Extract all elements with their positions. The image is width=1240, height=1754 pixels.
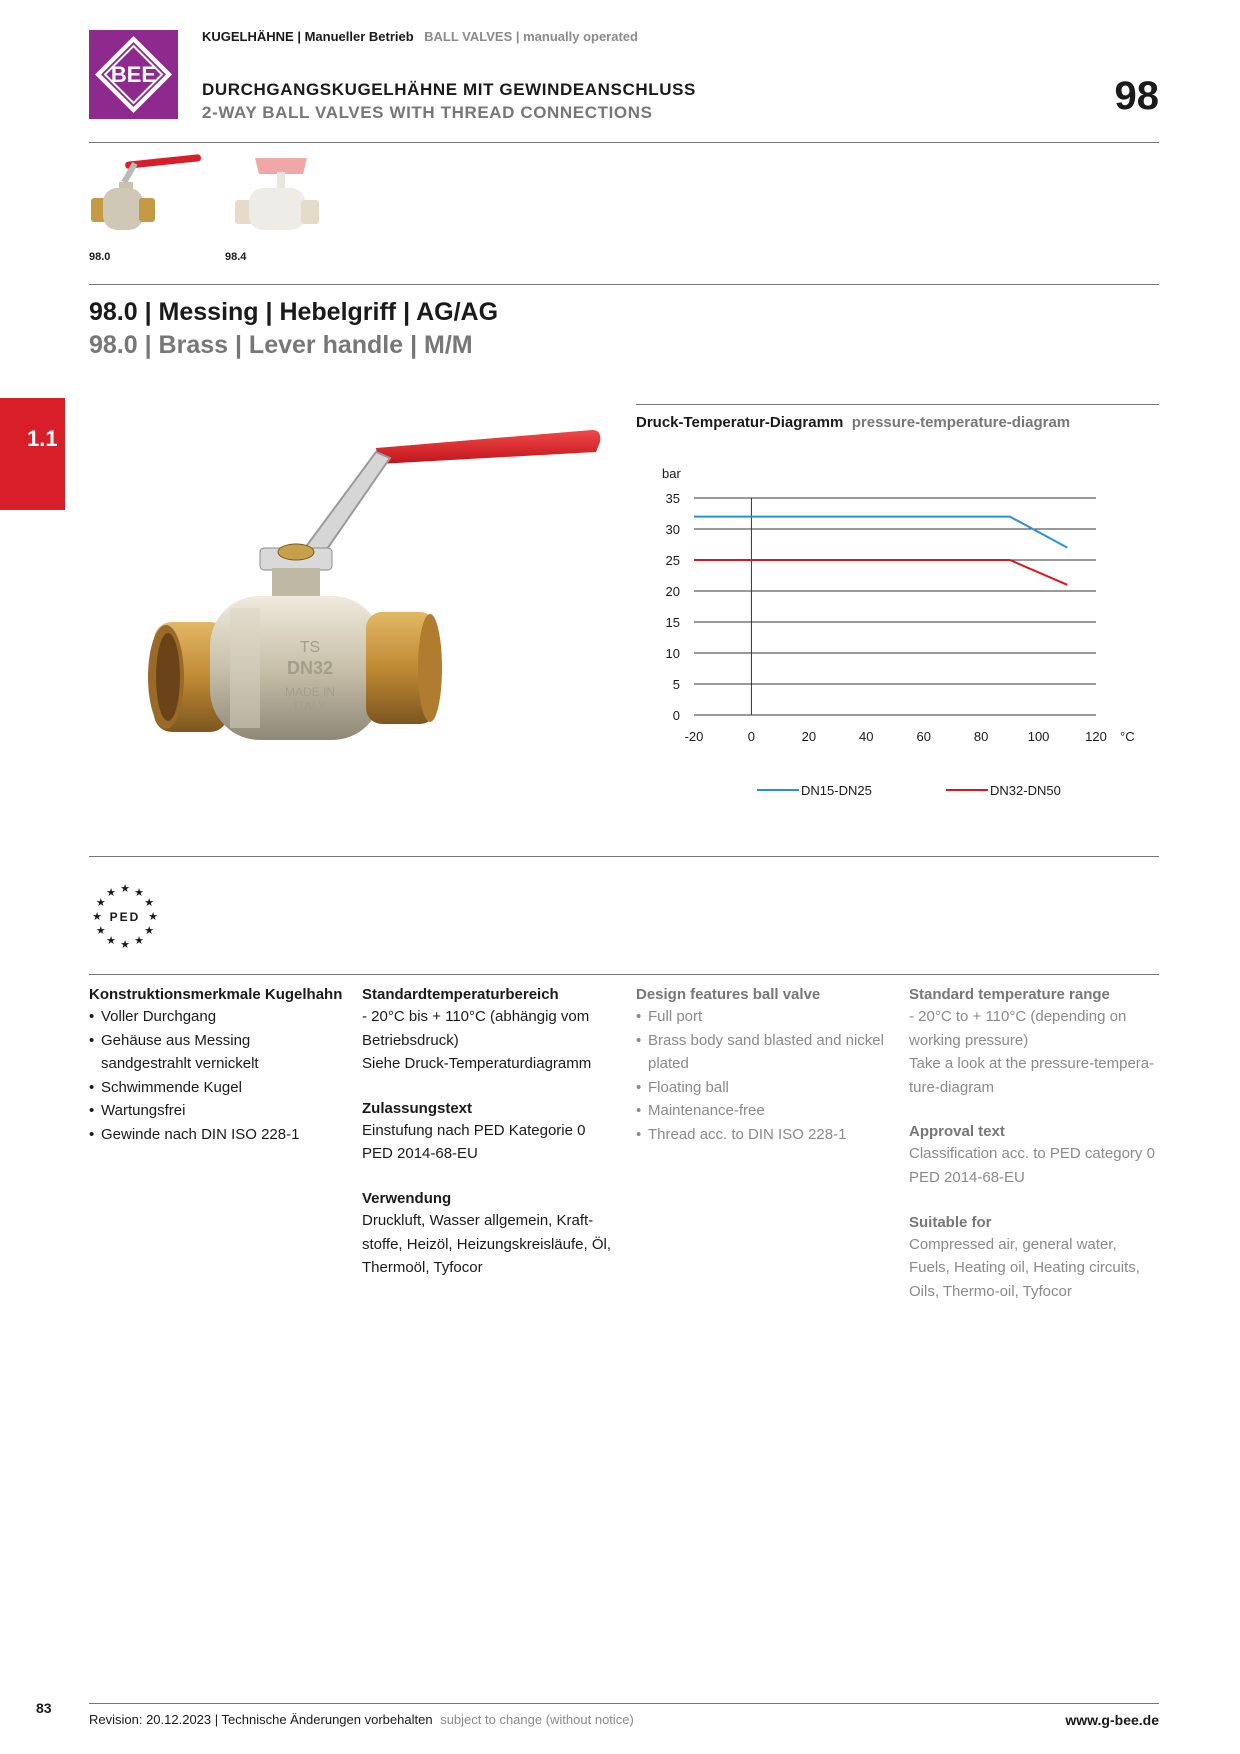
svg-text:DN32: DN32 [286,658,334,678]
temperature-text-en: - 20°C to + 110°C (depending on working pressure) [909,1008,1127,1049]
header-divider [89,142,1159,143]
diagram-title [636,414,1070,432]
thumbnail-divider [89,284,1159,285]
star-icon: ★ [148,911,158,923]
svg-text:MADE IN: MADE IN [284,685,336,699]
temperature-text-de: - 20°C bis + 110°C (abhängig vom Betriebsdruck) [362,1008,590,1049]
product-title-en: 98.0 | Brass | Lever handle | M/M [89,331,473,359]
diagram-title-de: Druck-Temperatur-Diagramm [636,414,844,431]
list-item: • Gewinde nach DIN ISO 228-1 [89,1123,344,1147]
category-en: BALL VALVES | manually operated [424,29,638,44]
star-icon: ★ [95,925,106,937]
bee-logo-icon [89,30,178,119]
star-icon: ★ [92,911,102,923]
features-list-en [636,1005,891,1147]
brand-logo [89,30,178,119]
features-divider [89,974,1159,975]
column-features-en [636,986,891,1147]
star-icon: ★ [144,925,155,937]
temperature-note-en: Take a look at the pressure-tempera-ture-diagram [909,1055,1155,1096]
temperature-heading-en: Standard temperature range [909,986,1110,1003]
column-specs-de [362,986,617,1280]
svg-text:ITALY: ITALY [294,699,326,713]
x-tick-label: 0 [747,729,756,744]
usage-text-en: Compressed air, general water, Fuels, Heating oil, Heating circuits, Oils, Thermo-oil, Tyfocor [909,1235,1140,1300]
x-tick-label: 120 [1085,729,1107,744]
y-axis-label: bar [662,466,681,481]
legend-label: DN15-DN25 [801,783,872,798]
product-title-de: 98.0 | Messing | Hebelgriff | AG/AG [89,298,499,326]
series-line-2 [694,560,1067,585]
x-tick-label: 60 [916,729,931,744]
star-icon: ★ [106,935,116,948]
revision-en: subject to change (without notice) [440,1712,634,1727]
footer-revision [89,1712,634,1727]
approval-text-de: Einstufung nach PED Kategorie 0 PED 2014-68-EU [362,1121,586,1163]
approval-text-en: Classification acc. to PED category 0 PED 2014-68-EU [909,1145,1155,1186]
legend-label: DN32-DN50 [990,783,1061,798]
ped-stars-icon [89,880,161,952]
revision-de: Revision: 20.12.2023 | Technische Änderungen vorbehalten [89,1712,433,1727]
list-item: • Gehäuse aus Messing sandgestrahlt vernickelt [89,1029,344,1076]
product-image [140,412,610,742]
usage-text-de: Druckluft, Wasser allgemein, Kraft-stoffe, Heizöl, Heizungskreisläufe, Öl, Thermoöl, Tyfocor [362,1211,612,1277]
list-item: • Full port [636,1005,891,1029]
chart-svg [636,456,1159,806]
diagram-divider [636,404,1159,405]
list-item: • Schwimmende Kugel [89,1076,344,1100]
x-tick-label: 20 [801,729,817,744]
x-tick-label: 80 [973,729,989,744]
features-heading-de: Konstruktionsmerkmale Kugelhahn [89,986,343,1003]
approval-heading-de: Zulassungstext [362,1099,473,1117]
y-tick-label: 20 [665,584,680,599]
list-item: • Floating ball [636,1076,891,1100]
y-tick-label: 15 [665,615,680,630]
x-tick-label: -20 [684,729,704,744]
y-tick-label: 30 [665,522,680,537]
thumbnail-98-0[interactable] [89,152,204,240]
star-icon: ★ [134,935,144,948]
temperature-note-de: Siehe Druck-Temperaturdiagramm [362,1055,592,1073]
x-tick-label: 40 [859,729,874,744]
features-list-de [89,1005,344,1147]
column-specs-en [909,986,1159,1303]
star-icon: ★ [120,939,130,951]
x-axis-label: °C [1120,729,1135,744]
star-icon: ★ [106,886,116,899]
usage-heading-de: Verwendung [362,1189,452,1207]
section-tab[interactable] [0,398,65,510]
y-tick-label: 5 [672,677,680,692]
usage-heading-en: Suitable for [909,1213,992,1231]
ped-certification [89,880,161,952]
temperature-heading-de: Standardtemperaturbereich [362,986,559,1003]
y-tick-label: 10 [665,646,680,661]
column-features-de [89,986,344,1147]
diagram-title-en: pressure-temperature-diagram [851,414,1071,431]
series-line-1 [694,517,1067,548]
list-item: • Brass body sand blasted and nickel plated [636,1029,891,1076]
footer-divider [89,1703,1159,1704]
website-link[interactable]: www.g-bee.de [1065,1712,1159,1728]
star-icon: ★ [144,897,155,909]
ball-valve-thumbnail-icon [89,152,204,240]
svg-text:BEE: BEE [110,62,157,87]
y-tick-label: 35 [665,491,680,506]
category-de: KUGELHÄHNE | Manueller Betrieb [202,29,414,44]
star-icon: ★ [120,883,130,895]
ball-valve-icon [140,412,610,742]
star-icon: ★ [95,897,106,909]
thumbnail-label-98-4: 98.4 [225,251,247,263]
y-tick-label: 0 [672,708,680,723]
section-tab-label: 1.1 [27,426,58,451]
x-tick-label: 100 [1027,729,1050,744]
thumbnail-label-98-0: 98.0 [89,251,111,263]
list-item: • Maintenance-free [636,1099,891,1123]
list-item: • Wartungsfrei [89,1099,344,1123]
series-number: 98 [1114,74,1159,118]
features-heading-en: Design features ball valve [636,986,821,1003]
list-item: • Voller Durchgang [89,1005,344,1029]
page-title-en: 2-WAY BALL VALVES WITH THREAD CONNECTIONS [202,103,653,122]
butterfly-valve-thumbnail-icon [225,152,340,240]
pressure-temperature-chart [636,456,1159,806]
category-line [202,28,638,46]
page-number: 83 [36,1700,52,1716]
thumbnail-98-4[interactable] [225,152,340,240]
list-item: • Thread acc. to DIN ISO 228-1 [636,1123,891,1147]
y-tick-label: 25 [665,553,680,568]
star-icon: ★ [134,886,144,899]
page-title-de: DURCHGANGSKUGELHÄHNE MIT GEWINDEANSCHLUSS [202,80,696,99]
svg-text:PED: PED [109,910,141,924]
approval-heading-en: Approval text [909,1123,1005,1141]
cert-divider [89,856,1159,857]
svg-text:TS: TS [299,639,321,656]
